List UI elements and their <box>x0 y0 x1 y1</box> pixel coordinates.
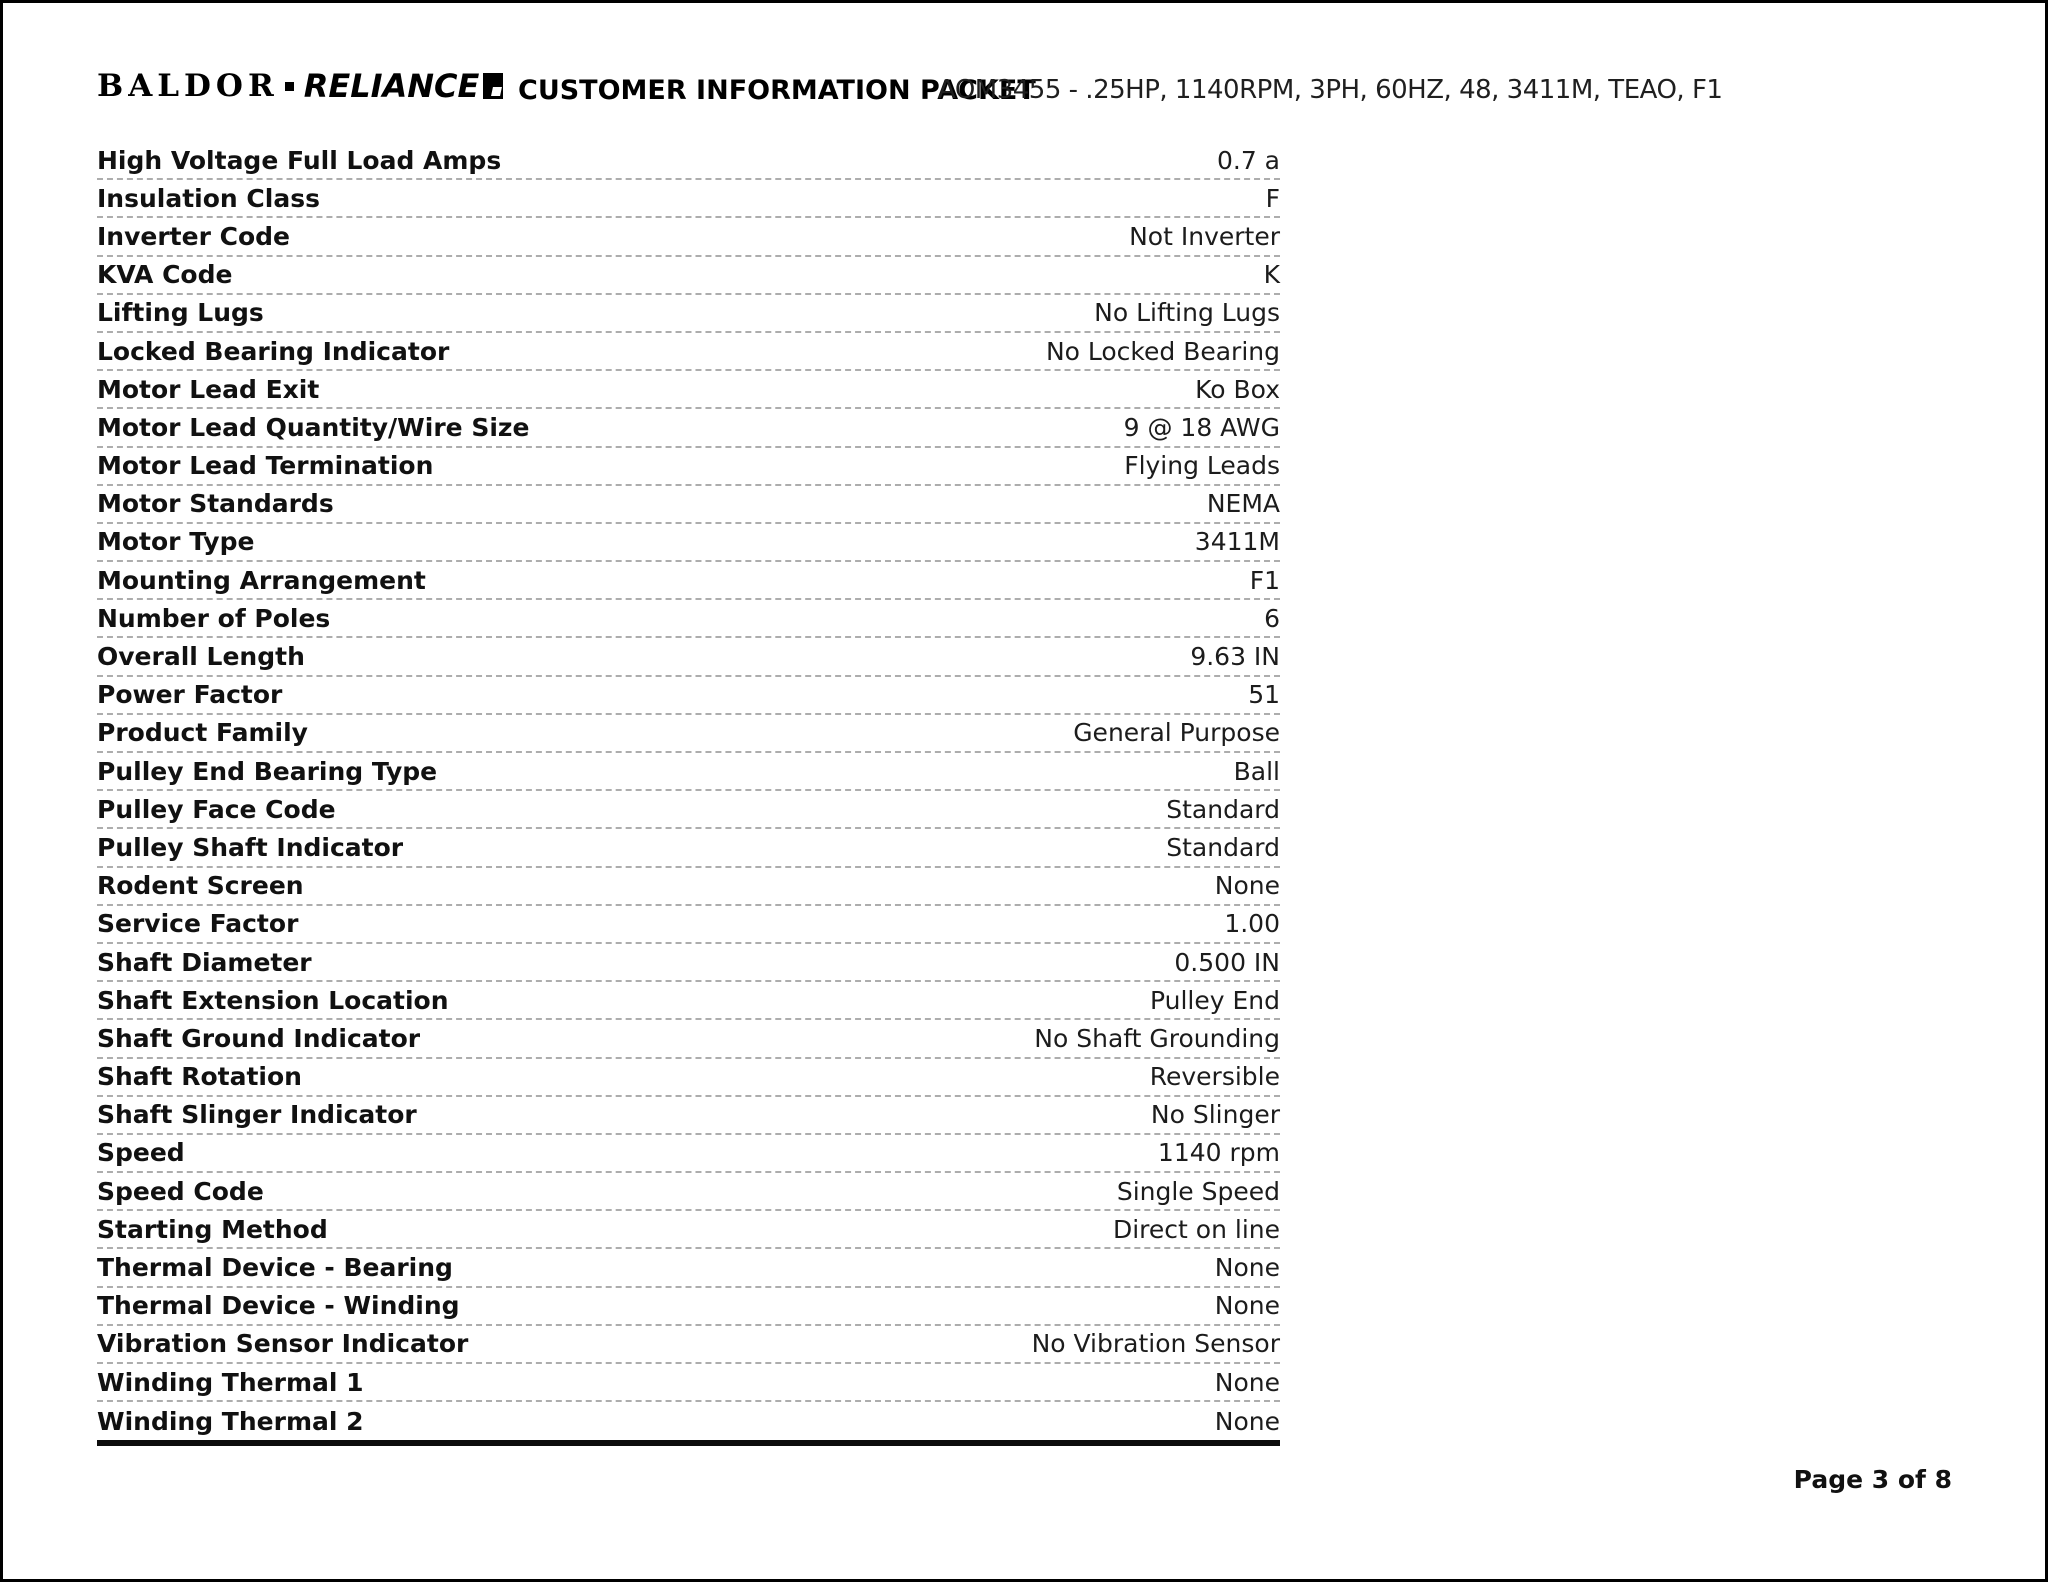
page-footer <box>1794 1465 1952 1494</box>
spec-label: Lifting Lugs <box>97 298 264 328</box>
spec-value: None <box>1214 1291 1280 1321</box>
spec-label: Winding Thermal 1 <box>97 1367 364 1397</box>
logo-dot-icon <box>285 82 294 91</box>
spec-value: No Shaft Grounding <box>1034 1023 1280 1053</box>
spec-label: Vibration Sensor Indicator <box>97 1329 469 1359</box>
spec-label: Shaft Slinger Indicator <box>97 1100 417 1130</box>
spec-value: F1 <box>1249 565 1280 595</box>
spec-value: General Purpose <box>1073 718 1280 748</box>
spec-label: Shaft Diameter <box>97 947 312 977</box>
spec-value: Single Speed <box>1116 1176 1280 1206</box>
table-row <box>97 1326 1280 1364</box>
table-row <box>97 448 1280 486</box>
table-row <box>97 600 1280 638</box>
table-row <box>97 409 1280 447</box>
spec-label: Locked Bearing Indicator <box>97 336 450 366</box>
spec-value: Standard <box>1166 794 1280 824</box>
table-row <box>97 791 1280 829</box>
product-spec-line: AOM3455 - .25HP, 1140RPM, 3PH, 60HZ, 48, 3411M, TEAO, F1 <box>938 75 1723 105</box>
table-row <box>97 638 1280 676</box>
table-row <box>97 295 1280 333</box>
spec-label: Motor Lead Exit <box>97 374 320 404</box>
table-row <box>97 1211 1280 1249</box>
baldor-reliance-logo <box>97 65 503 107</box>
table-row <box>97 982 1280 1020</box>
spec-label: Shaft Extension Location <box>97 985 449 1015</box>
spec-label: Pulley Shaft Indicator <box>97 832 404 862</box>
document-title: CUSTOMER INFORMATION PACKET <box>518 75 1036 106</box>
table-row <box>97 371 1280 409</box>
spec-label: Speed <box>97 1138 185 1168</box>
spec-value: F <box>1265 183 1280 213</box>
spec-value: 6 <box>1264 603 1280 633</box>
spec-value: Standard <box>1166 832 1280 862</box>
table-row <box>97 142 1280 180</box>
table-row <box>97 180 1280 218</box>
spec-label: Pulley End Bearing Type <box>97 756 438 786</box>
table-row <box>97 829 1280 867</box>
spec-value: 0.500 IN <box>1174 947 1280 977</box>
page-number-label: Page 3 of 8 <box>1793 1465 1952 1494</box>
spec-value: None <box>1214 1367 1280 1397</box>
spec-value: Ko Box <box>1195 374 1280 404</box>
spec-label: Winding Thermal 2 <box>97 1406 364 1436</box>
spec-table <box>97 142 1280 1446</box>
spec-value: No Slinger <box>1150 1100 1280 1130</box>
table-row <box>97 562 1280 600</box>
spec-value: 0.7 a <box>1216 145 1280 175</box>
table-row <box>97 944 1280 982</box>
spec-label: Mounting Arrangement <box>97 565 426 595</box>
spec-value: None <box>1214 1253 1280 1283</box>
spec-label: Motor Lead Quantity/Wire Size <box>97 412 530 442</box>
spec-label: High Voltage Full Load Amps <box>97 145 502 175</box>
spec-label: Thermal Device - Winding <box>97 1291 460 1321</box>
spec-value: No Locked Bearing <box>1045 336 1280 366</box>
spec-label: Pulley Face Code <box>97 794 336 824</box>
spec-value: None <box>1214 871 1280 901</box>
table-row <box>97 257 1280 295</box>
table-row <box>97 333 1280 371</box>
spec-label: Rodent Screen <box>97 871 304 901</box>
spec-label: Number of Poles <box>97 603 331 633</box>
table-row <box>97 1288 1280 1326</box>
table-row <box>97 1059 1280 1097</box>
spec-value: No Lifting Lugs <box>1094 298 1280 328</box>
spec-label: Service Factor <box>97 909 299 939</box>
spec-label: Motor Type <box>97 527 255 557</box>
spec-label: Power Factor <box>97 680 283 710</box>
table-row <box>97 1097 1280 1135</box>
table-row <box>97 1402 1280 1440</box>
table-row <box>97 218 1280 256</box>
table-row <box>97 1135 1280 1173</box>
spec-value: No Vibration Sensor <box>1031 1329 1280 1359</box>
table-row <box>97 1364 1280 1402</box>
spec-label: Overall Length <box>97 642 305 672</box>
table-row <box>97 1249 1280 1287</box>
spec-value: Reversible <box>1149 1062 1280 1092</box>
spec-label: Thermal Device - Bearing <box>97 1253 453 1283</box>
table-row <box>97 715 1280 753</box>
logo-reliance-text: RELIANCE <box>303 67 480 105</box>
spec-label: Product Family <box>97 718 308 748</box>
table-row <box>97 1173 1280 1211</box>
spec-value: 9 @ 18 AWG <box>1123 412 1280 442</box>
table-row <box>97 753 1280 791</box>
spec-label: Motor Lead Termination <box>97 451 434 481</box>
logo-registered-mark-icon <box>483 73 503 99</box>
spec-label: Shaft Rotation <box>97 1062 302 1092</box>
spec-label: Insulation Class <box>97 183 320 213</box>
spec-value: None <box>1214 1406 1280 1436</box>
spec-value: K <box>1263 260 1280 290</box>
spec-label: Shaft Ground Indicator <box>97 1023 421 1053</box>
spec-label: Speed Code <box>97 1176 264 1206</box>
spec-value: NEMA <box>1206 489 1280 519</box>
spec-label: Inverter Code <box>97 221 290 251</box>
table-row <box>97 1020 1280 1058</box>
table-row <box>97 677 1280 715</box>
spec-value: Not Inverter <box>1129 221 1280 251</box>
spec-value: 9.63 IN <box>1190 642 1280 672</box>
table-row <box>97 524 1280 562</box>
spec-value: Pulley End <box>1149 985 1280 1015</box>
table-row <box>97 486 1280 524</box>
spec-label: Motor Standards <box>97 489 334 519</box>
spec-label: Starting Method <box>97 1214 328 1244</box>
spec-value: Flying Leads <box>1124 451 1280 481</box>
logo-baldor-text: BALDOR <box>97 68 279 104</box>
table-row <box>97 868 1280 906</box>
spec-label: KVA Code <box>97 260 233 290</box>
spec-value: 3411M <box>1194 527 1280 557</box>
spec-value: 1.00 <box>1224 909 1280 939</box>
spec-value: Direct on line <box>1112 1214 1280 1244</box>
table-row <box>97 906 1280 944</box>
spec-value: 1140 rpm <box>1157 1138 1280 1168</box>
spec-value: 51 <box>1248 680 1280 710</box>
spec-value: Ball <box>1233 756 1280 786</box>
